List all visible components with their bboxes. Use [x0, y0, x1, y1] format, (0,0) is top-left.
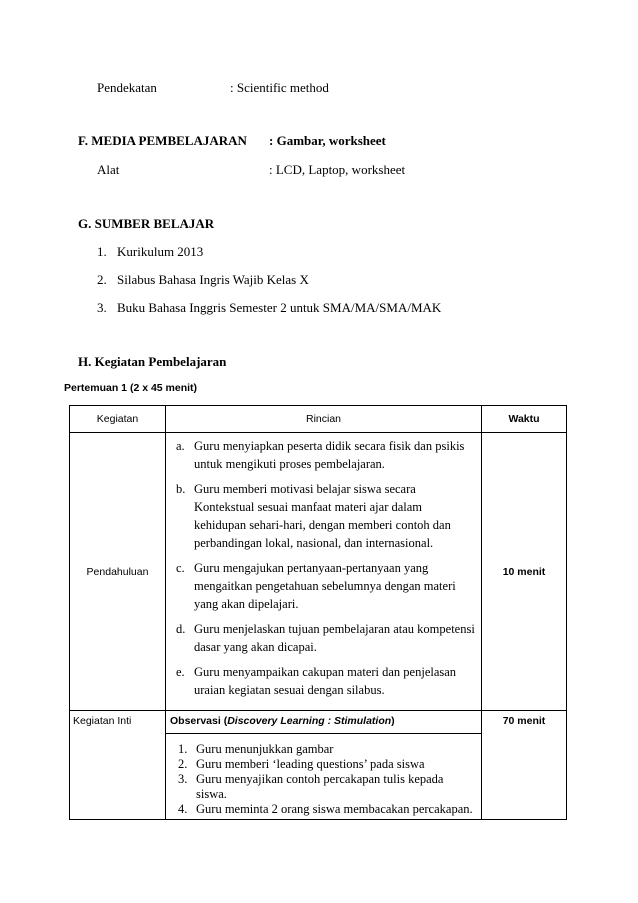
- sumber-item-text: Kurikulum 2013: [117, 244, 204, 259]
- list-marker: e.: [176, 665, 185, 679]
- list-text: Guru menyajikan contoh percakapan tulis kepada siswa.: [196, 772, 444, 801]
- list-text: Guru mengajukan pertanyaan-pertanyaan yang mengaitkan pengetahuan sebelumnya dengan materi yang akan dipelajari.: [194, 561, 456, 611]
- list-marker: 3.: [178, 772, 188, 786]
- list-item: [176, 620, 475, 656]
- pendahuluan-rincian: [166, 433, 482, 711]
- table-row: [70, 711, 567, 820]
- sumber-item-text: Silabus Bahasa Ingris Wajib Kelas X: [117, 272, 309, 287]
- list-marker: b.: [176, 482, 186, 496]
- pendahuluan-label: Pendahuluan: [70, 433, 166, 711]
- sumber-item-marker: 2.: [97, 272, 107, 287]
- list-text: Guru memberi motivasi belajar siswa secara Kontekstual sesuai manfaat materi ajar dalam kehidupan sehari-hari, dengan memberi contoh dan perbandingan lokal, nasional, dan internasional.: [194, 482, 451, 550]
- section-f-heading: F. MEDIA PEMBELAJARAN: [78, 133, 247, 148]
- header-kegiatan: Kegiatan: [70, 406, 166, 433]
- list-marker: a.: [176, 439, 185, 453]
- list-marker: 2.: [178, 757, 188, 771]
- kegiatan-table: [69, 405, 567, 820]
- list-item: [178, 742, 477, 757]
- list-marker: 1.: [178, 742, 188, 756]
- list-text: Guru meminta 2 orang siswa membacakan percakapan.: [196, 802, 473, 816]
- list-item: [178, 802, 477, 817]
- inti-waktu: 70 menit: [482, 711, 567, 820]
- sumber-item-marker: 1.: [97, 244, 107, 259]
- list-item: [176, 559, 475, 613]
- inti-rincian: [166, 711, 482, 820]
- list-marker: c.: [176, 561, 185, 575]
- list-text: Guru menyiapkan peserta didik secara fisik dan psikis untuk mengikuti proses pembelajaran.: [194, 439, 465, 471]
- pertemuan-label: Pertemuan 1 (2 x 45 menit): [64, 382, 198, 394]
- section-g-heading: G. SUMBER BELAJAR: [78, 216, 215, 231]
- list-item: [176, 480, 475, 552]
- alat-value: : LCD, Laptop, worksheet: [269, 162, 406, 177]
- pendekatan-value: : Scientific method: [230, 80, 329, 95]
- section-h-heading: H. Kegiatan Pembelajaran: [78, 354, 227, 369]
- sumber-item-text: Buku Bahasa Inggris Semester 2 untuk SMA/MA/SMA/MAK: [117, 300, 442, 315]
- observasi-heading: Observasi (Discovery Learning : Stimulation): [166, 711, 481, 734]
- list-text: Guru menyampaikan cakupan materi dan penjelasan uraian kegiatan sesuai dengan silabus.: [194, 665, 457, 697]
- list-text: Guru memberi ‘leading questions’ pada siswa: [196, 757, 425, 771]
- pendekatan-label: Pendekatan: [97, 80, 157, 95]
- list-marker: d.: [176, 622, 186, 636]
- table-row: [70, 433, 567, 711]
- list-item: [178, 772, 477, 802]
- list-text: Guru menunjukkan gambar: [196, 742, 334, 756]
- table-header-row: [70, 406, 567, 433]
- list-item: [176, 437, 475, 473]
- inti-label: Kegiatan Inti: [70, 711, 166, 820]
- list-item: [176, 663, 475, 699]
- list-marker: 4.: [178, 802, 188, 816]
- sumber-item-marker: 3.: [97, 300, 107, 315]
- list-text: Guru menjelaskan tujuan pembelajaran atau kompetensi dasar yang akan dicapai.: [194, 622, 475, 654]
- section-f-value: : Gambar, worksheet: [269, 133, 386, 148]
- list-item: [178, 757, 477, 772]
- pendahuluan-waktu: 10 menit: [482, 433, 567, 711]
- header-rincian: Rincian: [166, 406, 482, 433]
- alat-label: Alat: [97, 162, 120, 177]
- header-waktu: Waktu: [482, 406, 567, 433]
